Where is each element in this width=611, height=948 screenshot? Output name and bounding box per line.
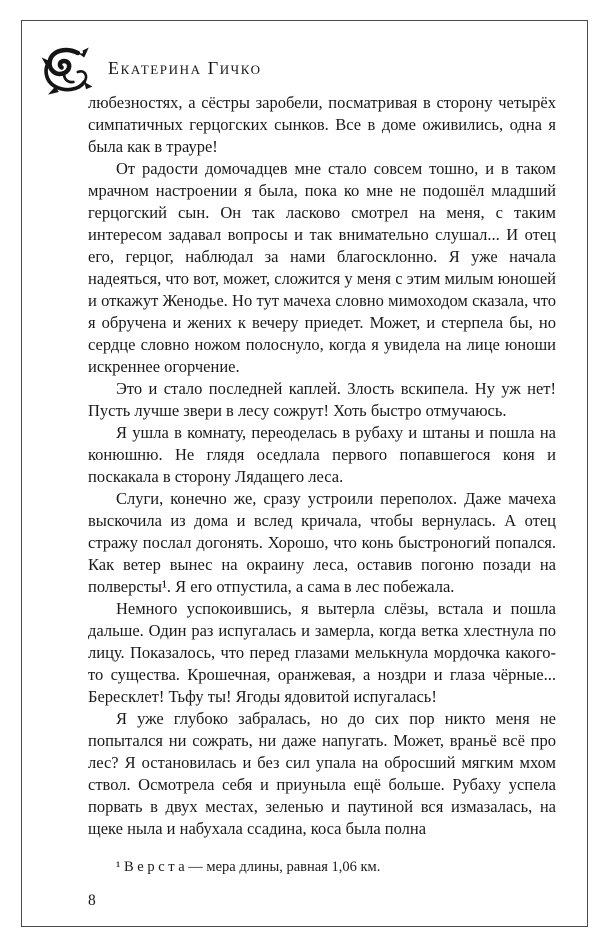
footnote: ¹ В е р с т а — мера длины, равная 1,06 км. xyxy=(116,859,381,875)
paragraph: От радости домочадцев мне стало совсем тошно, и в таком мрачном настроении я была, пока ко мне не подошёл младший герцогский сын. Он так ласково смотрел на меня, с таким интересом задавал вопросы и так внимательно слушал... И отец его, герцог, наблюдал за нами благосклонно. Я уже начала надеяться, что вот, может, сложится у меня с этим милым юношей и откажут Женодье. Но тут мачеха словно мимоходом сказала, что я обручена и жених к вечеру приедет. Может, и стерпела бы, но сердце словно ножом полоснуло, когда я увидела на лице юноши искреннее огорчение. xyxy=(88,159,556,376)
paragraph: Слуги, конечно же, сразу устроили переполох. Даже мачеха выскочила из дома и вслед кричала, чтобы вернулась. А отец стражу послал догонять. Хорошо, что конь быстроногий попался. Как ветер вынес на окраину леса, оставив погоню позади на полверсты¹. Я его отпустила, а сама в лес побежала. xyxy=(88,489,556,596)
paragraph: Немного успокоившись, я вытерла слёзы, встала и пошла дальше. Один раз испугалась и замерла, когда ветка хлестнула по лицу. Показалось, что перед глазами мелькнула мордочка какого-то существа. Крошечная, оранжевая, а ноздри и глаза чёрные... Бересклет! Тьфу ты! Ягоды ядовитой испугалась! xyxy=(88,599,556,706)
page-number: 8 xyxy=(88,892,96,909)
paragraph: Я ушла в комнату, переоделась в рубаху и штаны и пошла на конюшню. Не глядя оседлала первого попавшегося коня и поскакала в сторону Лядащего леса. xyxy=(88,423,556,486)
author-name: Екатерина Гичко xyxy=(108,57,262,78)
paragraph: Я уже глубоко забралась, но до сих пор никто меня не попытался ни сожрать, ни даже напугать. Может, враньё всё про лес? Я остановилась и без сил упала на обросший мягким мхом ствол. Осмотрела себя и приуныла ещё больше. Рубаху успела порвать в двух местах, зеленью и паутиной вся измазалась, на щеке ныла и набухала ссадина, коса была полна xyxy=(88,709,556,838)
body-text xyxy=(88,92,556,912)
paragraph: любезностях, а сёстры заробели, посматривая в сторону четырёх симпатичных герцогских сынков. Все в доме оживились, одна я была как в трауре! xyxy=(88,93,556,156)
paragraph: Это и стало последней каплей. Злость вскипела. Ну уж нет! Пусть лучше звери в лесу сожрут! Хоть быстро отмучаюсь. xyxy=(88,379,556,420)
